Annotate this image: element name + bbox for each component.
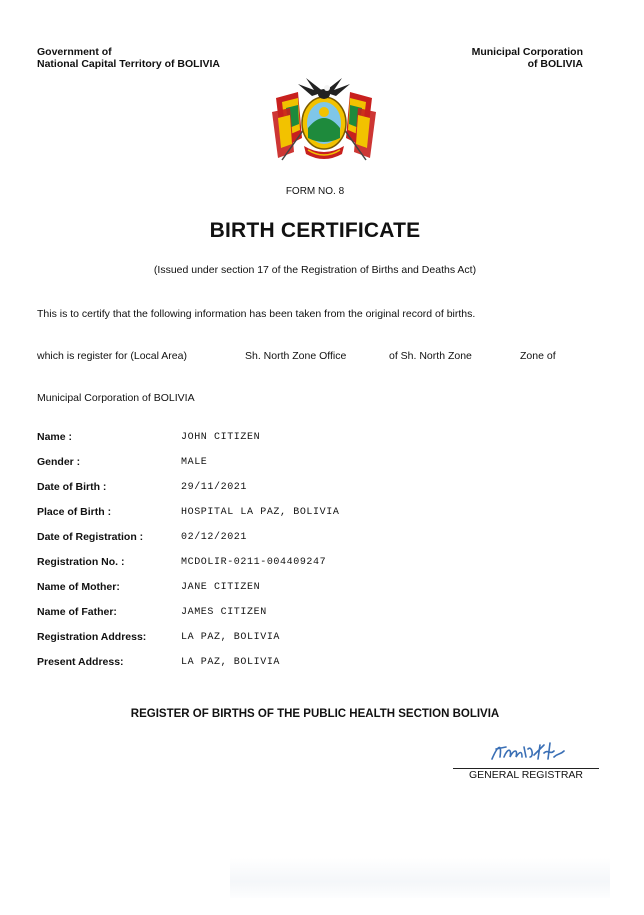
header-government [37,46,220,70]
field-label: Gender : [37,456,81,468]
field-value: JAMES CITIZEN [181,607,267,618]
field-label: Place of Birth : [37,506,112,518]
field-row-present-address [37,656,597,681]
field-value: HOSPITAL LA PAZ, BOLIVIA [181,507,340,518]
header-municipal [472,46,583,70]
field-row-father [37,606,597,631]
scan-smudge [230,858,610,898]
field-label: Present Address: [37,656,124,668]
register-footer-heading: REGISTER OF BIRTHS OF THE PUBLIC HEALTH SECTION BOLIVIA [130,708,500,720]
field-value: 29/11/2021 [181,482,248,493]
form-number: FORM NO. 8 [285,186,345,197]
left-flags [272,92,302,158]
issued-under-text: (Issued under section 17 of the Registration of Births and Deaths Act) [153,264,477,276]
register-zone-of: Zone of [520,350,556,362]
header-right-line1: Municipal Corporation [471,46,583,58]
field-row-place-of-birth [37,506,597,531]
field-value: JOHN CITIZEN [181,432,261,443]
field-label: Registration No. : [37,556,125,568]
header-left-line2: National Capital Territory of BOLIVIA [37,58,220,70]
field-label: Date of Registration : [37,531,144,543]
field-label: Registration Address: [37,631,147,643]
certify-statement: This is to certify that the following information has been taken from the original record of births. [37,308,476,320]
header-left-line1: Government of [37,46,112,58]
field-row-name [37,431,597,456]
register-zone: of Sh. North Zone [389,350,472,362]
register-local-area: which is register for (Local Area) [37,350,187,362]
field-value: MCDOLIR-0211-004409247 [181,557,327,568]
field-label: Date of Birth : [37,481,107,493]
field-value: 02/12/2021 [181,532,248,543]
field-label: Name of Father: [37,606,117,618]
field-value: LA PAZ, BOLIVIA [181,632,281,643]
general-registrar-label: GENERAL REGISTRAR [469,769,583,781]
field-label: Name : [37,431,73,443]
field-value: LA PAZ, BOLIVIA [181,657,281,668]
field-row-registration-no [37,556,597,581]
field-row-registration-address [37,631,597,656]
field-value: MALE [181,457,208,468]
signature-icon [488,739,568,765]
field-value: JANE CITIZEN [181,582,261,593]
field-row-mother [37,581,597,606]
municipal-line: Municipal Corporation of BOLIVIA [37,392,195,404]
condor [298,78,350,99]
field-label: Name of Mother: [37,581,120,593]
coat-of-arms-icon [268,68,380,164]
register-office: Sh. North Zone Office [245,350,347,362]
certificate-title: BIRTH CERTIFICATE [209,219,421,242]
field-row-date-of-registration [37,531,597,556]
right-flags [346,92,376,158]
certificate-fields [37,431,597,681]
field-row-gender [37,456,597,481]
header-right-line2: of BOLIVIA [527,58,583,70]
field-row-date-of-birth [37,481,597,506]
